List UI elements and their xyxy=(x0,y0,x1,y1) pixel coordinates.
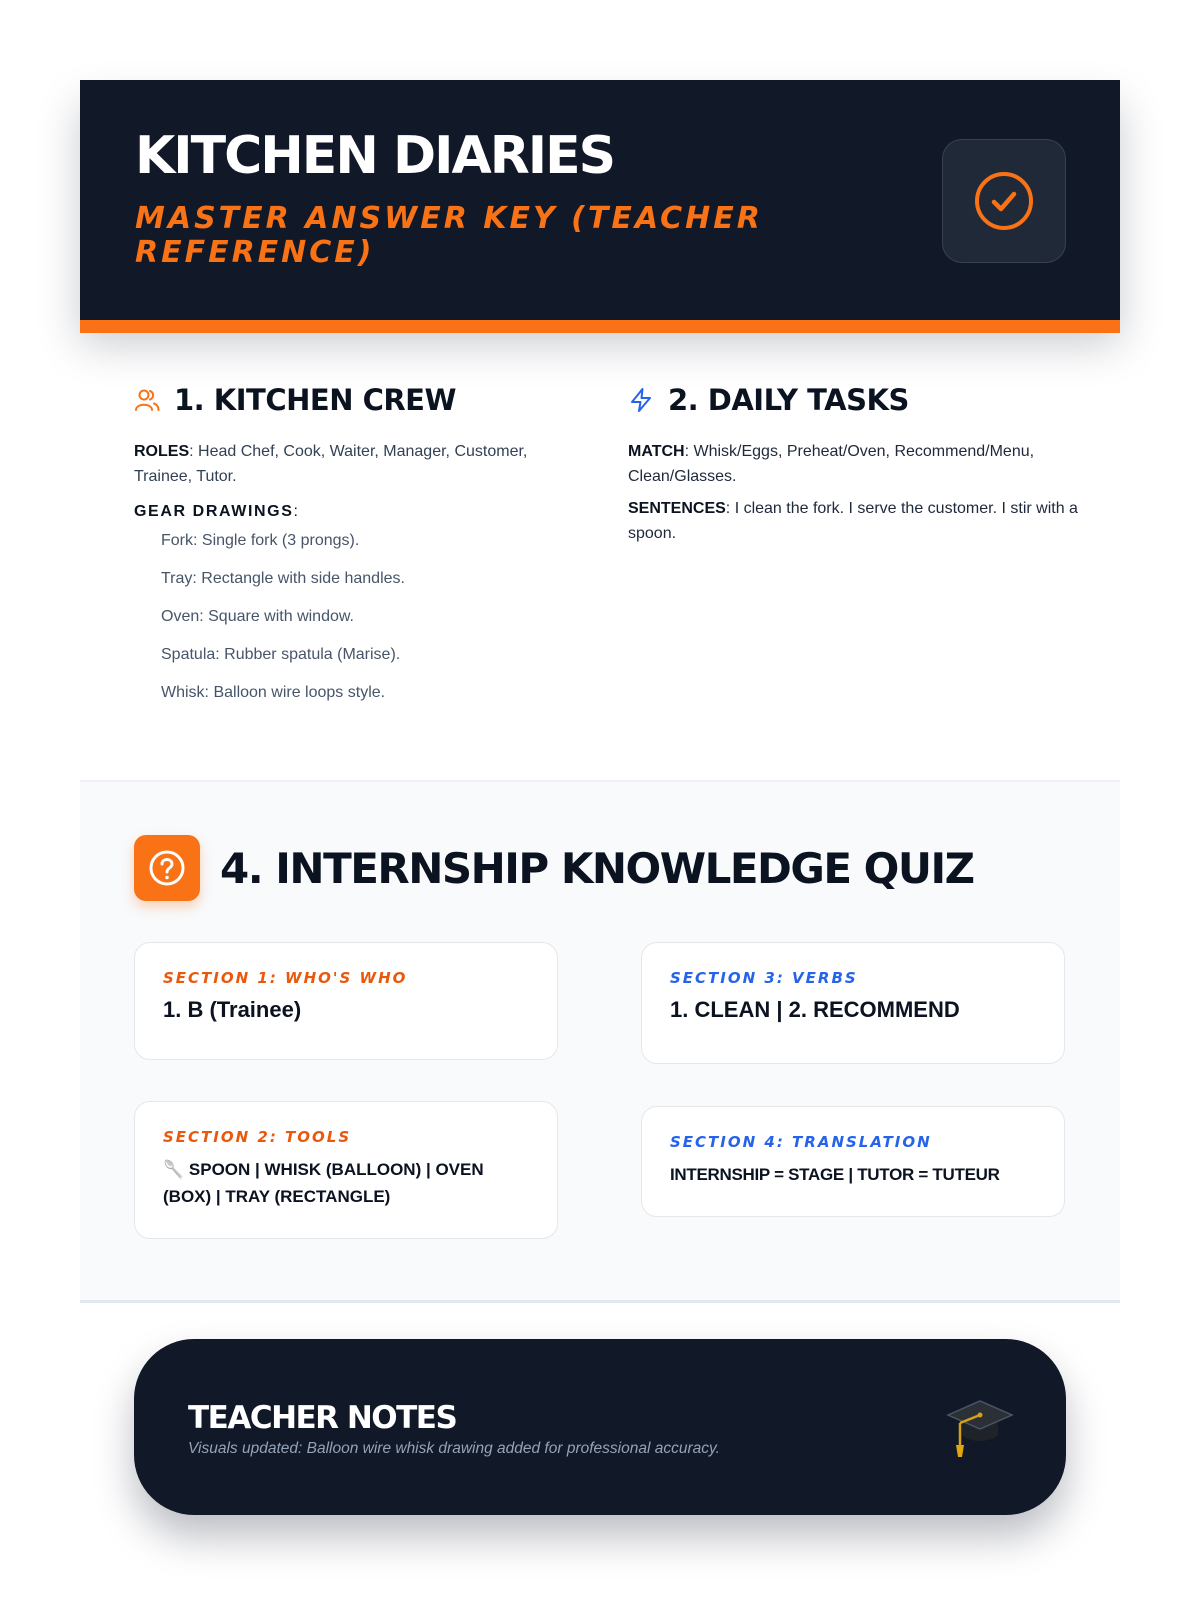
card-label: SECTION 3: VERBS xyxy=(670,969,858,987)
card-answer: 🥄 SPOON | WHISK (BALLOON) | OVEN (BOX) | TRAY (RECTANGLE) xyxy=(163,1160,484,1206)
roles-line xyxy=(134,439,584,489)
match-line xyxy=(628,439,1078,489)
graduation-cap-icon xyxy=(944,1389,1016,1461)
teacher-notes-title: TEACHER NOTES xyxy=(188,1400,457,1436)
daily-tasks-title: 2. DAILY TASKS xyxy=(668,383,909,417)
teacher-notes-text: Visuals updated: Balloon wire whisk drawing added for professional accuracy. xyxy=(188,1440,720,1457)
roles-text: : Head Chef, Cook, Waiter, Manager, Customer, Trainee, Tutor. xyxy=(134,443,528,485)
quiz-card-section-3 xyxy=(641,942,1065,1064)
card-label: SECTION 4: TRANSLATION xyxy=(670,1133,932,1151)
header-banner xyxy=(80,80,1120,320)
card-answer: 1. CLEAN | 2. RECOMMEND xyxy=(670,997,960,1022)
card-answer: INTERNSHIP = STAGE | TUTOR = TUTEUR xyxy=(670,1165,1000,1184)
header-accent-stripe xyxy=(80,320,1120,333)
question-circle-icon xyxy=(147,848,187,888)
card-label: SECTION 1: WHO'S WHO xyxy=(163,969,408,987)
card-answer: 1. B (Trainee) xyxy=(163,997,302,1022)
daily-tasks-section xyxy=(628,385,1078,546)
list-item: Tray: Rectangle with side handles. xyxy=(161,570,405,587)
quiz-card-section-4 xyxy=(641,1106,1065,1217)
match-label: MATCH xyxy=(628,443,685,460)
users-icon xyxy=(134,387,160,413)
list-item: Spatula: Rubber spatula (Marise). xyxy=(161,646,401,663)
quiz-section xyxy=(80,780,1120,1303)
quiz-card-section-2 xyxy=(134,1101,558,1239)
teacher-notes-panel xyxy=(134,1339,1066,1515)
sentences-line xyxy=(628,496,1078,546)
quiz-icon-badge xyxy=(134,835,200,901)
gear-list xyxy=(134,531,584,703)
page-subtitle: MASTER ANSWER KEY (TEACHER REFERENCE) xyxy=(135,201,763,270)
sentences-text: : I clean the fork. I serve the customer. I stir with a spoon. xyxy=(628,500,1078,542)
check-badge xyxy=(942,139,1066,263)
quiz-card-section-1 xyxy=(134,942,558,1060)
page-title: KITCHEN DIARIES xyxy=(135,126,615,186)
match-text: : Whisk/Eggs, Preheat/Oven, Recommend/Menu, Clean/Glasses. xyxy=(628,443,1035,485)
list-item: Oven: Square with window. xyxy=(161,608,354,625)
answer-key-page xyxy=(80,80,1120,1457)
sentences-label: SENTENCES xyxy=(628,500,726,517)
quiz-title: 4. INTERNSHIP KNOWLEDGE QUIZ xyxy=(220,843,974,893)
roles-label: ROLES xyxy=(134,443,190,460)
list-item: Whisk: Balloon wire loops style. xyxy=(161,684,386,701)
kitchen-crew-title: 1. KITCHEN CREW xyxy=(174,383,456,417)
kitchen-crew-section xyxy=(134,385,584,721)
lightning-icon xyxy=(628,387,654,413)
list-item: Fork: Single fork (3 prongs). xyxy=(161,532,360,549)
card-label: SECTION 2: TOOLS xyxy=(163,1128,352,1146)
check-circle-icon xyxy=(972,169,1036,233)
gear-drawings-label: GEAR DRAWINGS: xyxy=(134,503,298,520)
